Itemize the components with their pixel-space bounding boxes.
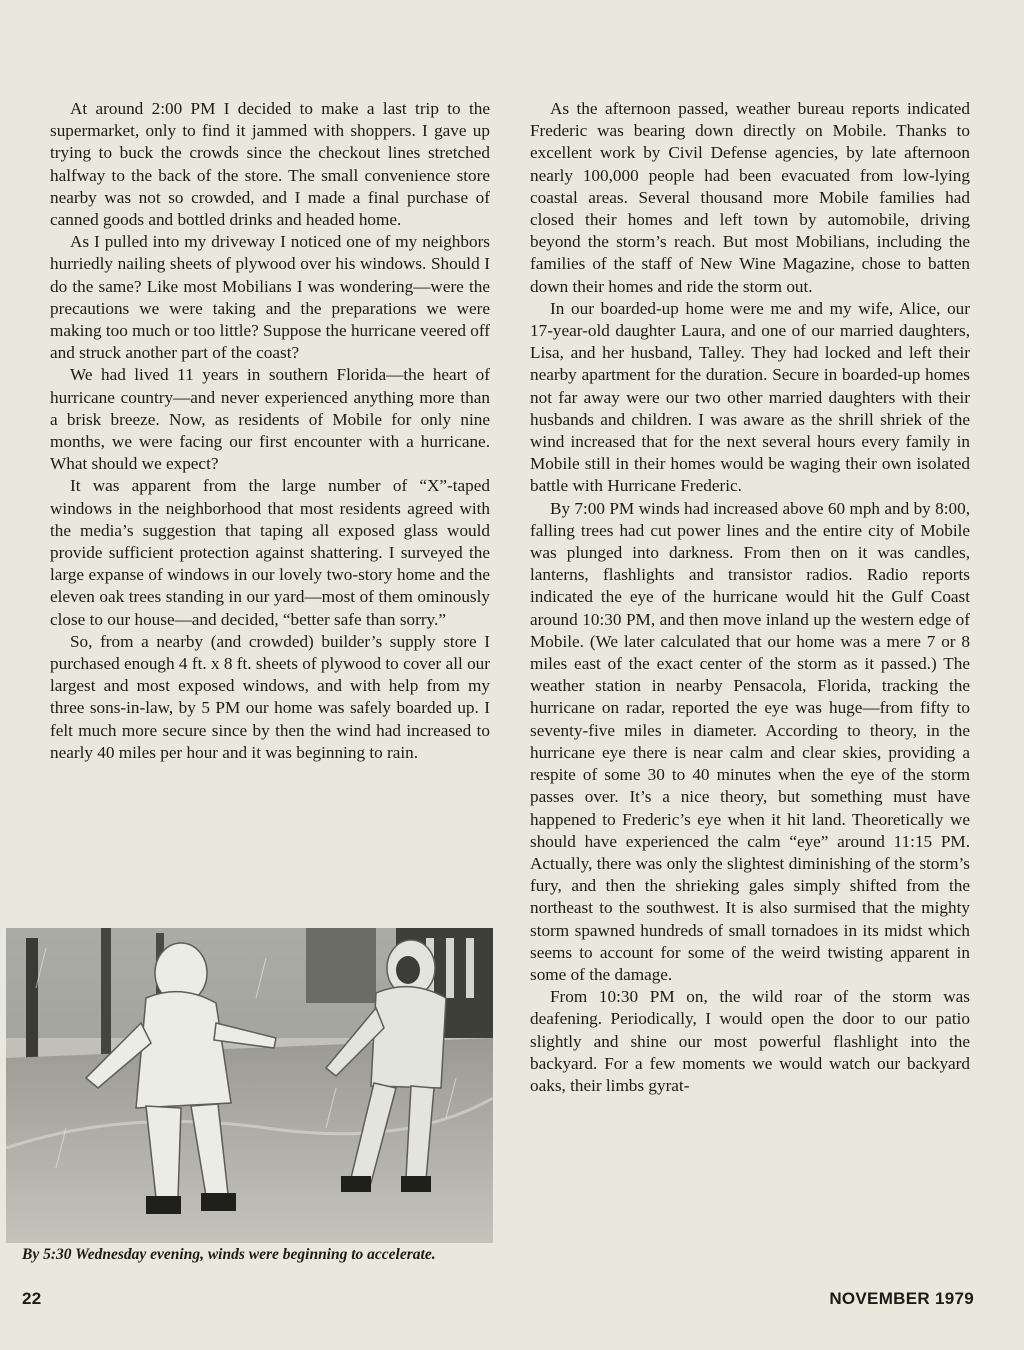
issue-date: NOVEMBER 1979: [829, 1289, 974, 1308]
paragraph: At around 2:00 PM I decided to make a last trip to the supermarket, only to find it jammed with shoppers. I gave up trying to buck the crowds since the checkout lines stretched halfway to the back of the store. The small convenience store nearby was not so crowded, and I made a final purchase of canned goods and bottled drinks and headed home.: [50, 99, 490, 230]
storm-photo: [6, 928, 493, 1243]
paragraph: So, from a nearby (and crowded) builder’s supply store I purchased enough 4 ft. x 8 ft. sheets of plywood to cover all our largest and most exposed windows, and with help from my three sons-in-law, by 5 PM our home was safely boarded up. I felt much more secure since by then the wind had increased to nearly 40 miles per hour and it was beginning to rain.: [50, 631, 490, 762]
paragraph: In our boarded-up home were me and my wife, Alice, our 17-year-old daughter Laura, and one of our married daughters, Lisa, and her husband, Talley. They had locked and left their nearby apartment for the duration. Secure in boarded-up homes not far away were our two other married daughters with their husbands and children. I was aware as the shrill shriek of the wind increased that for the next several hours every family in Mobile still in their homes would be waging their own isolated battle with Hurricane Frederic.: [530, 298, 970, 496]
paragraph: By 7:00 PM winds had increased above 60 mph and by 8:00, falling trees had cut power lines and the entire city of Mobile was plunged into darkness. From then on it was candles, lanterns, flashlights and transistor radios. Radio reports indicated the eye of the hurricane would hit the Gulf Coast around 10:30 PM, and then move inland up the western edge of Mobile. (We later calculated that our home was a mere 7 or 8 miles east of the exact center of the storm as it passed.) The weather station in nearby Pensacola, Florida, tracking the hurricane on radar, reported the eye was huge—from fifty to seventy-five miles in diameter. According to theory, in the hurricane eye there is near calm and clear skies, providing a respite of some 30 to 40 minutes when the eye of the storm passes over. It’s a nice theory, but something must have happened to Frederic’s eye when it hit land. Theoretically we should have experienced the calm “eye” around 11:15 PM. Actually, there was only the slightest diminishing of the storm’s fury, and then the shrieking gales simply shifted from the northeast to the southwest. It is also surmised that the mighty storm spawned hundreds of small tornadoes in its midst which seems to account for some of the weird twisting apparent in some of the damage.: [530, 498, 970, 984]
left-text-column: [50, 98, 490, 764]
paragraph: As the afternoon passed, weather bureau reports indicated Frederic was bearing down directly on Mobile. Thanks to excellent work by Civil Defense agencies, by late afternoon nearly 100,000 people had been evacuated from low-lying coastal areas. Several thousand more Mobile families had closed their homes and left town by automobile, driving beyond the storm’s reach. But most Mobilians, including the families of the staff of New Wine Magazine, chose to batten down their homes and ride the storm out.: [530, 99, 970, 296]
paragraph: It was apparent from the large number of “X”-taped windows in the neighborhood that most residents agreed with the media’s suggestion that taping all exposed glass would provide sufficient protection against shattering. I surveyed the large expanse of windows in our lovely two-story home and the eleven oak trees standing in our yard—most of them ominously close to our house—and decided, “better safe than sorry.”: [50, 476, 490, 629]
paragraph: We had lived 11 years in southern Florida—the heart of hurricane country—and never experienced anything more than a brisk breeze. Now, as residents of Mobile for only nine months, we were facing our first encounter with a hurricane. What should we expect?: [50, 365, 490, 474]
paragraph: From 10:30 PM on, the wild roar of the storm was deafening. Periodically, I would open the door to our patio slightly and shine our most powerful flashlight into the backyard. For a few moments we would watch our backyard oaks, their limbs gyrat-: [530, 987, 970, 1095]
photo-caption: By 5:30 Wednesday evening, winds were beginning to accelerate.: [22, 1246, 436, 1263]
paragraph: As I pulled into my driveway I noticed one of my neighbors hurriedly nailing sheets of plywood over his windows. Should I do the same? Like most Mobilians I was wondering—were the precautions we were taking and the preparations we were making too much or too little? Suppose the hurricane veered off and struck another part of the coast?: [50, 232, 490, 363]
page-number: 22: [22, 1289, 42, 1308]
right-text-column: [530, 98, 970, 1097]
storm-photo-illustration: [6, 928, 493, 1243]
